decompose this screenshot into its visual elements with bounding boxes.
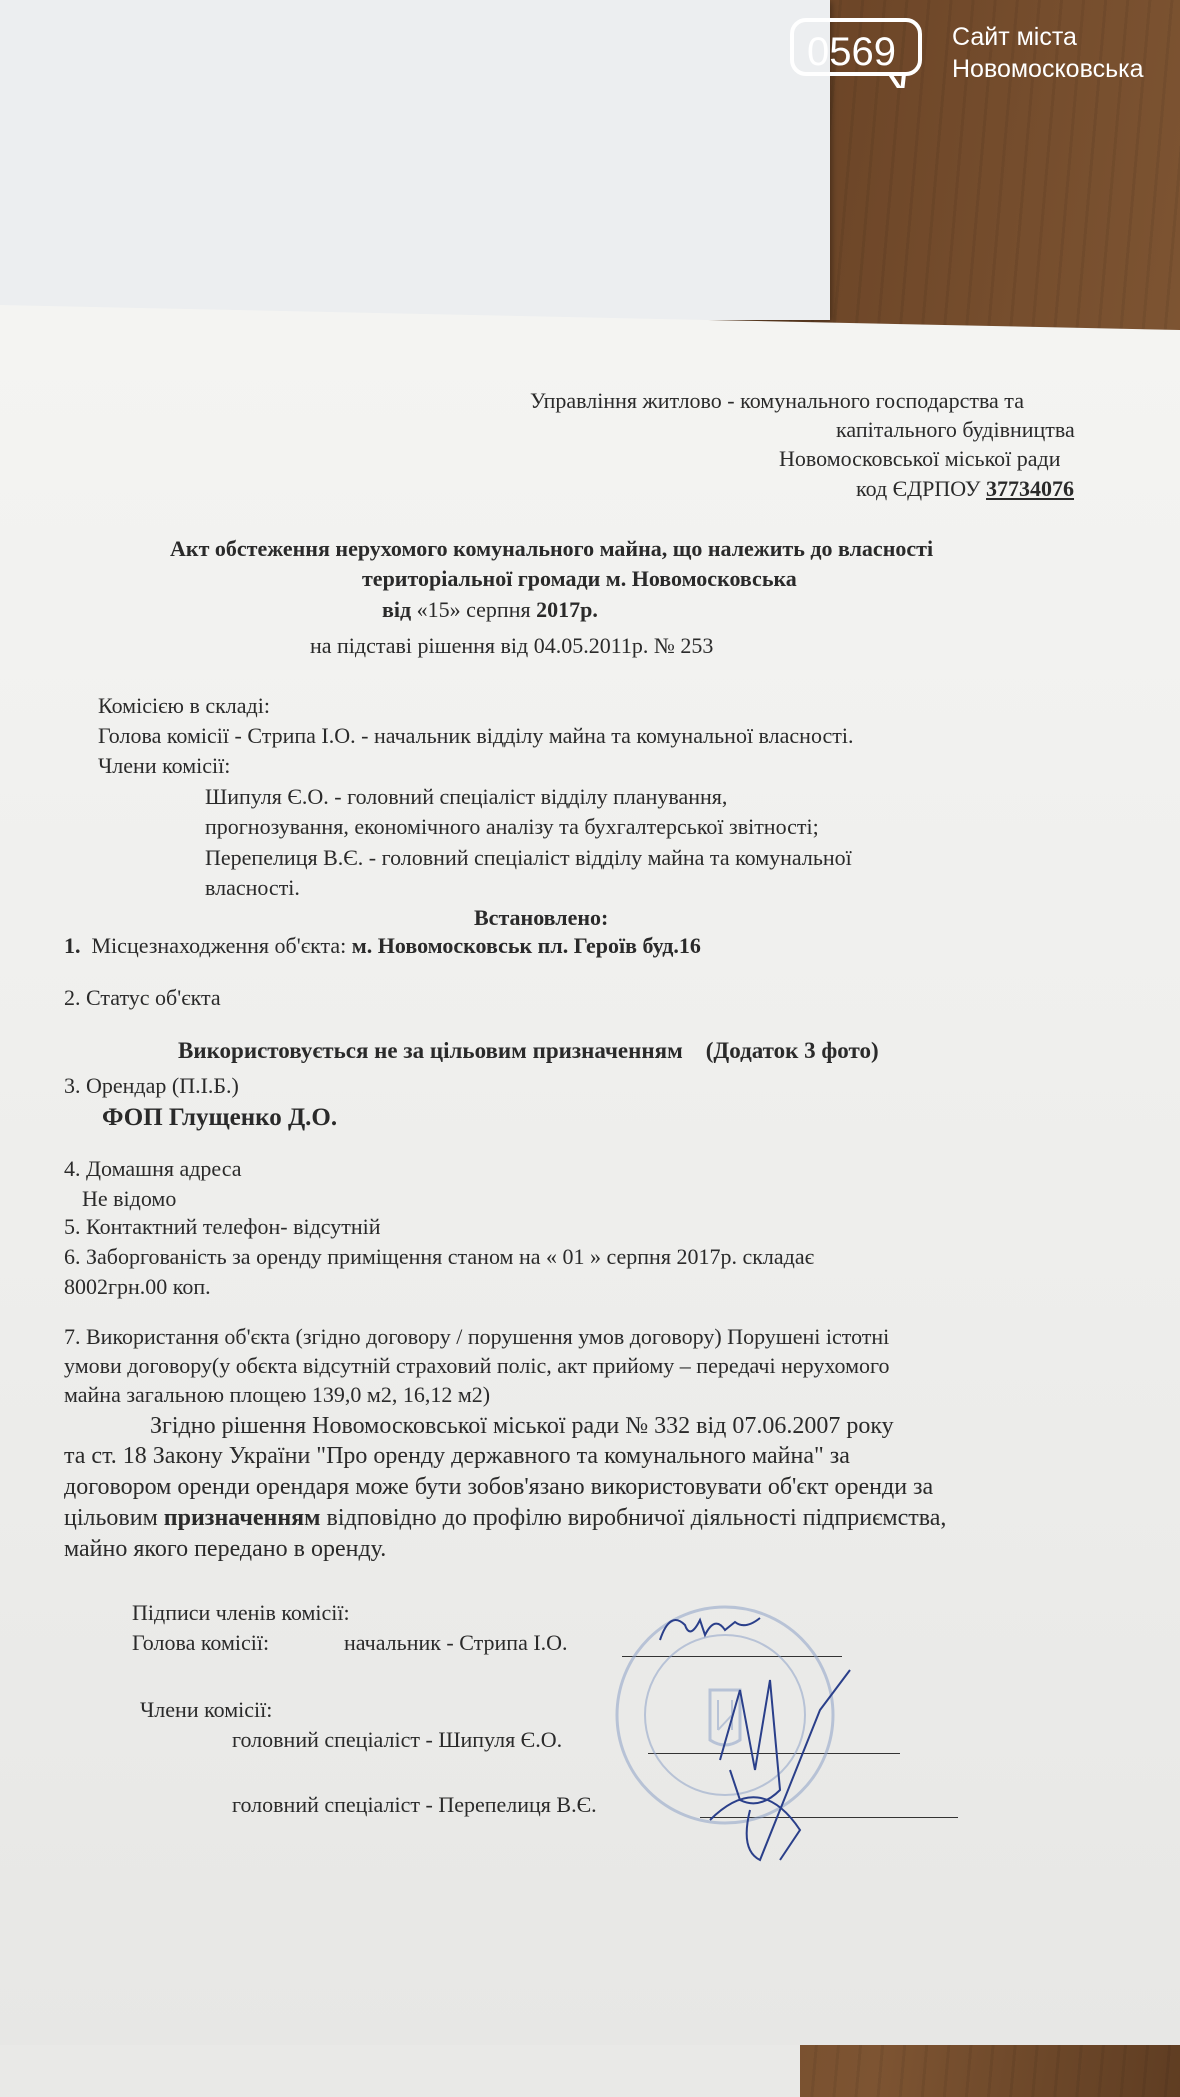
item7-line2: умови договору(у обєкта відсутній страховий поліс, акт прийому – передачі нерухомого [64, 1353, 890, 1378]
header-code [856, 476, 1074, 502]
member2-line1: Перепелиця В.Є. - головний спеціаліст відділу майна та комунальної [205, 845, 852, 870]
commission-chair: Голова комісії - Стрипа І.О. - начальник відділу майна та комунальної власності. [98, 723, 854, 748]
commission-intro: Комісією в складі: [98, 693, 270, 718]
legal-line3: договором оренди орендаря може бути зобов'язано використовувати об'єкт оренди за [64, 1474, 934, 1500]
title-line2: територіальної громади м. Новомосковська [362, 566, 797, 591]
members-label: Члени комісії: [98, 753, 231, 778]
logo-number: 0569 [807, 30, 896, 74]
item1-value: м. Новомосковськ пл. Героїв буд.16 [351, 933, 701, 958]
member2-line2: власності. [205, 875, 300, 900]
item6-line1: 6. Заборгованість за оренду приміщення станом на « 01 » серпня 2017р. складає [64, 1244, 815, 1269]
item4: 4. Домашня адреса [64, 1156, 242, 1181]
members-signature [700, 1650, 880, 1870]
sig-member1: головний спеціаліст - Шипуля Є.О. [232, 1727, 563, 1752]
site-title-line1: Сайт міста [952, 23, 1077, 51]
item3: 3. Орендар (П.І.Б.) [64, 1073, 239, 1098]
title-line1: Акт обстеження нерухомого комунального майна, що належить до власності [170, 536, 934, 561]
date-day: «15» серпня [416, 597, 531, 622]
item6-line2: 8002грн.00 коп. [64, 1274, 211, 1299]
code-label: код ЄДРПОУ [856, 476, 981, 501]
sig-chair-role: начальник - Стрипа І.О. [344, 1630, 568, 1655]
established-heading: Встановлено: [474, 905, 609, 930]
item3-value: ФОП Глущенко Д.О. [102, 1104, 338, 1131]
item1-label: Місцезнаходження об'єкта: [91, 933, 347, 958]
item2-status: Використовується не за цільовим призначенням [178, 1038, 683, 1063]
title-date [382, 597, 598, 623]
member1-line2: прогнозування, економічного аналізу та бухгалтерської звітності; [205, 814, 819, 839]
sig-members-label: Члени комісії: [140, 1697, 273, 1722]
legal-line5: майно якого передано в оренду. [64, 1536, 387, 1562]
sig-member2: головний спеціаліст - Перепелиця В.Є. [232, 1792, 597, 1817]
site-title-line2: Новомосковська [952, 55, 1144, 83]
item1-number: 1. [64, 933, 81, 958]
member1-line1: Шипуля Є.О. - головний спеціаліст відділу планування, [205, 784, 728, 809]
legal-word-purpose: призначенням [163, 1505, 321, 1531]
item4-value: Не відомо [82, 1186, 177, 1211]
legal-line4-rest: відповідно до профілю виробничої діяльності підприємства, [326, 1505, 947, 1531]
item2-note: (Додаток 3 фото) [705, 1038, 879, 1063]
legal-line1: Згідно рішення Новомосковської міської ради № 332 від 07.06.2007 року [150, 1413, 894, 1439]
item7-line3: майна загальною площею 139,0 м2, 16,12 м2) [64, 1382, 491, 1407]
item5: 5. Контактний телефон- відсутній [64, 1214, 381, 1239]
legal-line4 [64, 1504, 946, 1532]
code-value: 37734076 [986, 476, 1075, 501]
basis-line: на підставі рішення від 04.05.2011р. № 253 [310, 633, 714, 658]
header-line1: Управління житлово - комунального господарства та [530, 388, 1024, 413]
item2: 2. Статус об'єкта [64, 985, 221, 1010]
header-line3: Новомосковської міської ради [779, 446, 1061, 471]
item7-line1: 7. Використання об'єкта (згідно договору / порушення умов договору) Порушені істотні [64, 1324, 890, 1349]
item2-value [178, 1038, 879, 1064]
item1 [64, 933, 701, 959]
date-prefix: від [382, 597, 412, 622]
header-line2: капітального будівництва [836, 417, 1075, 442]
date-year: 2017р. [536, 597, 598, 622]
legal-word-target: цільовим [64, 1505, 158, 1531]
back-paper-sheet [0, 0, 830, 320]
signatures-heading: Підписи членів комісії: [132, 1600, 350, 1625]
sig-chair-label: Голова комісії: [132, 1630, 270, 1655]
legal-line2: та ст. 18 Закону України "Про оренду державного та комунального майна" за [64, 1443, 850, 1469]
